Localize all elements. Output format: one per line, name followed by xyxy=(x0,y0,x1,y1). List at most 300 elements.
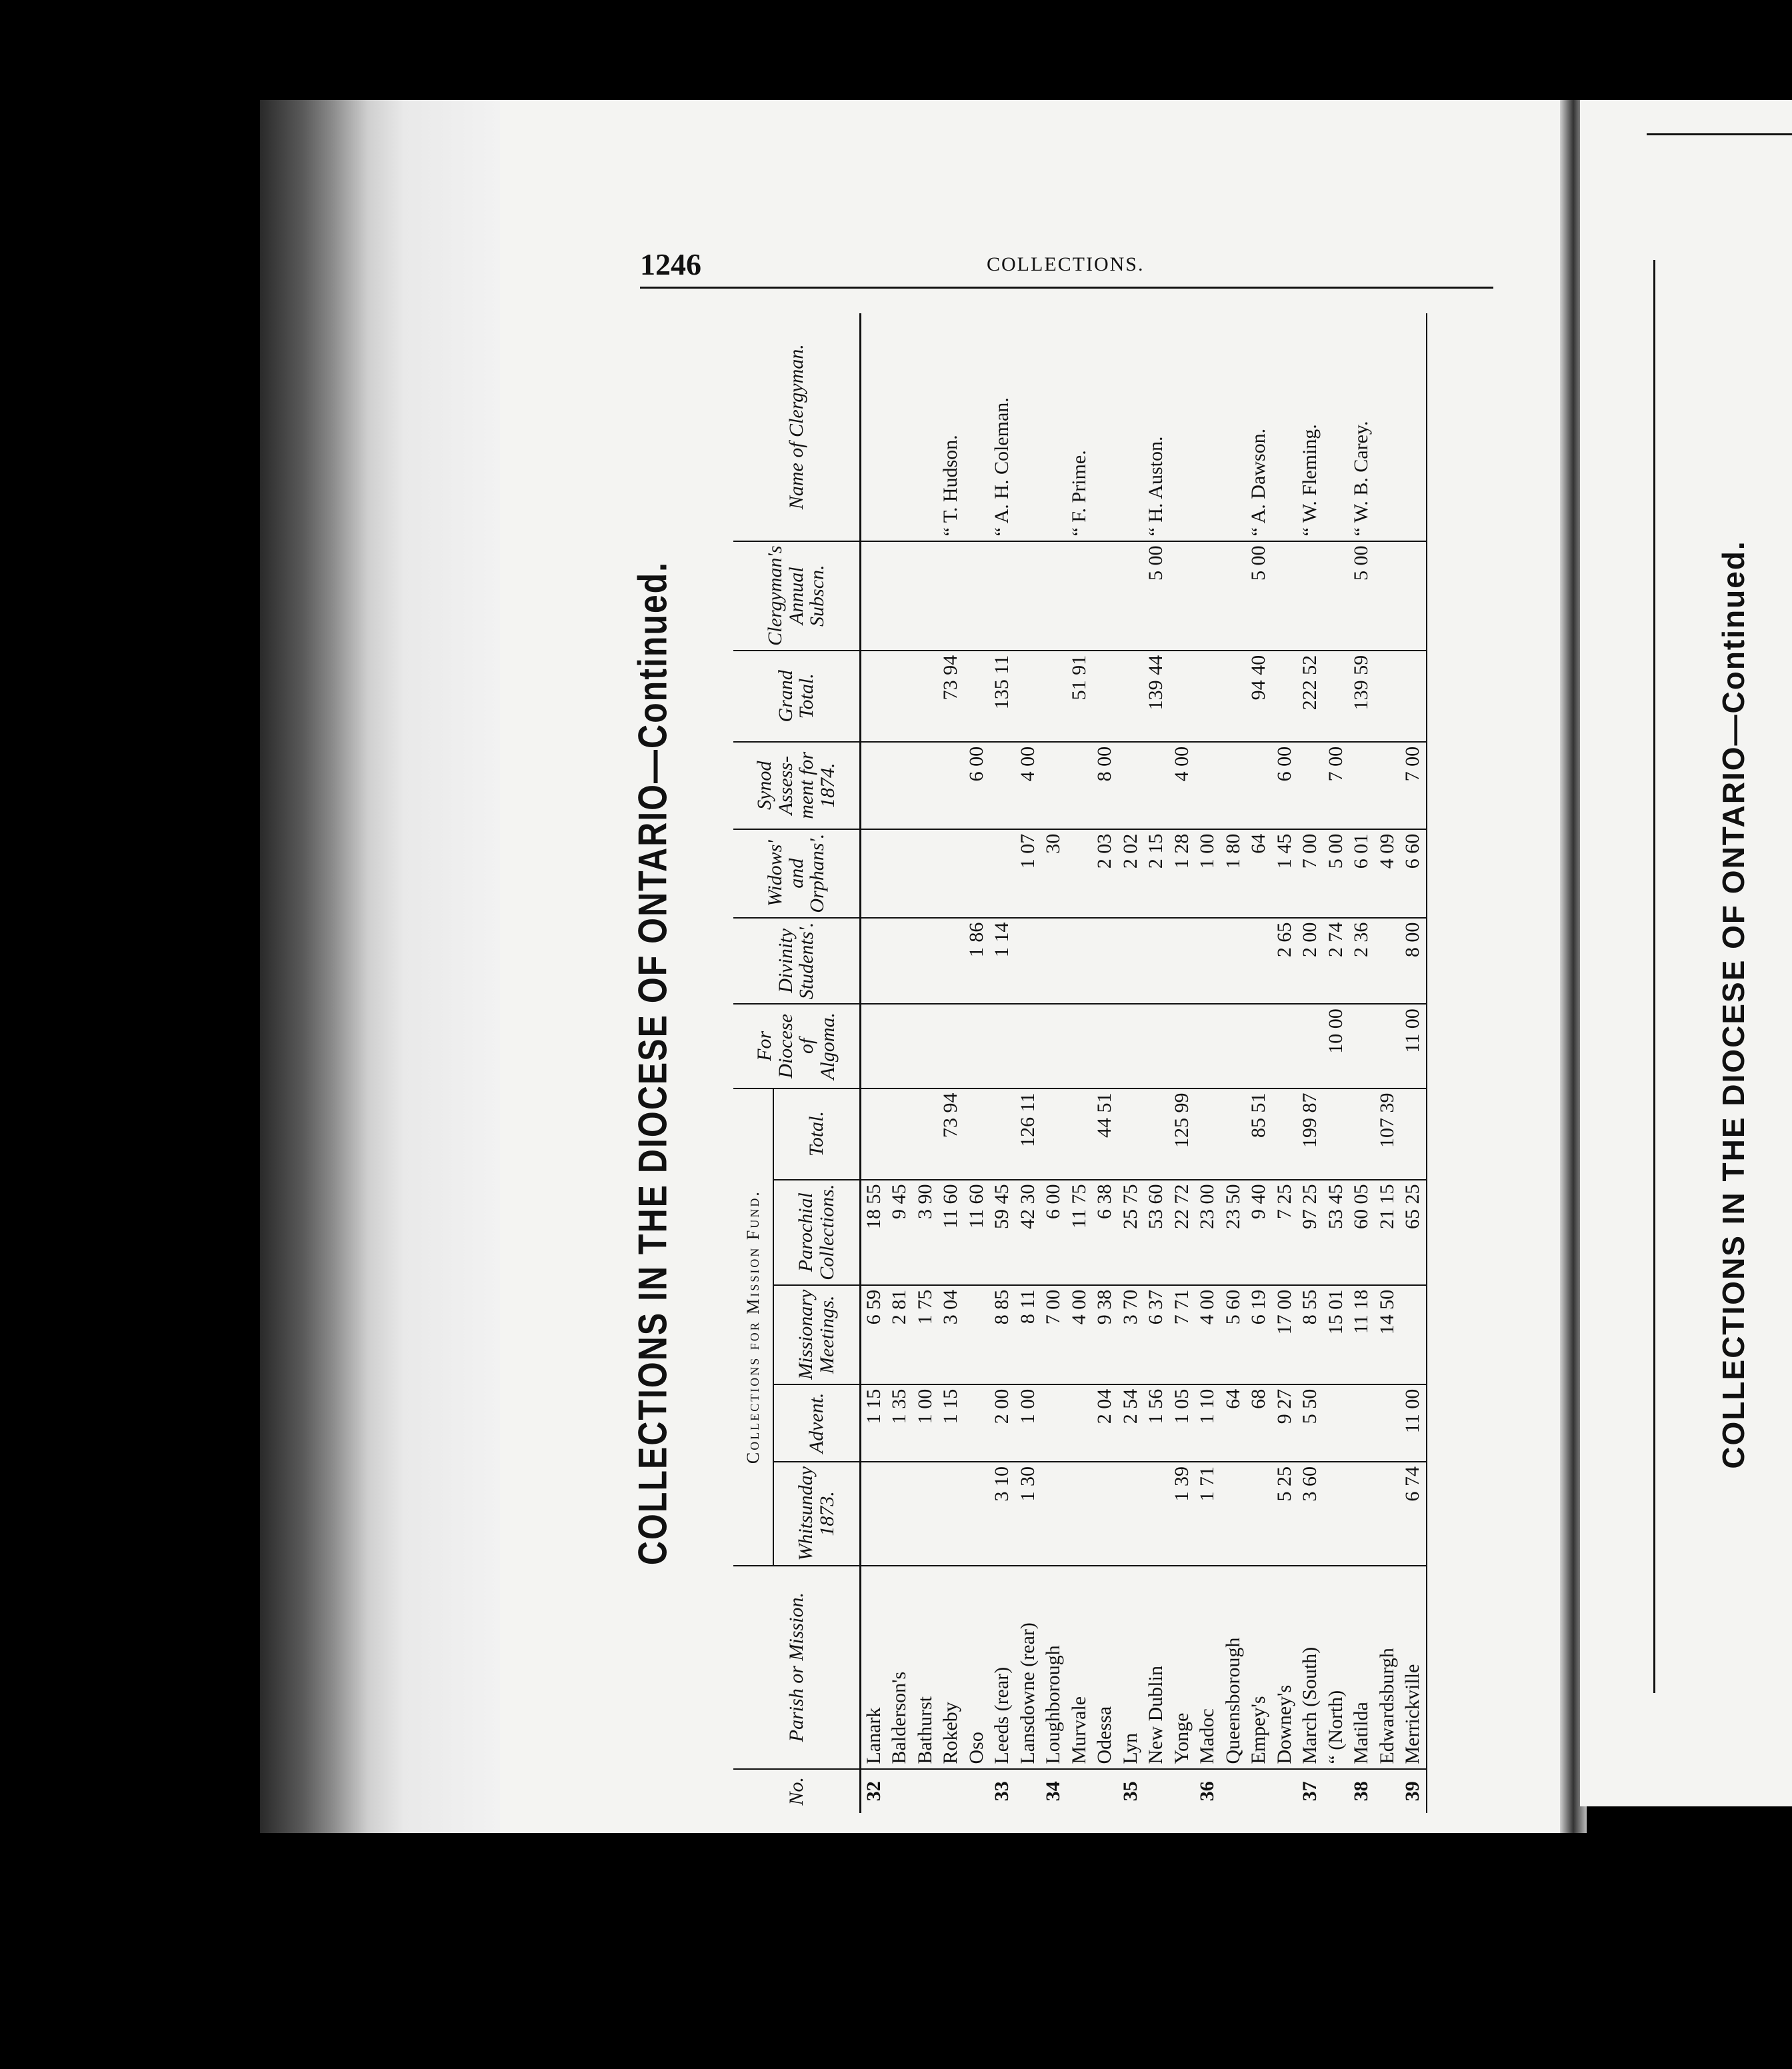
cell-whit xyxy=(1323,1462,1349,1566)
cell-whit: 3 60 xyxy=(1297,1462,1323,1566)
table-row xyxy=(1118,313,1144,1813)
cell-total: 126 11 xyxy=(1015,1088,1041,1180)
cell-no xyxy=(938,1769,964,1813)
cell-synod xyxy=(1221,742,1247,829)
cell-div xyxy=(1143,918,1169,1005)
cell-synod xyxy=(1143,742,1169,829)
cell-miss: 7 71 xyxy=(1169,1285,1195,1384)
cell-grand xyxy=(1169,651,1195,742)
cell-sub: 5 00 xyxy=(1349,541,1375,651)
cell-div xyxy=(1375,918,1401,1005)
cell-parish: Odessa xyxy=(1092,1566,1118,1769)
cell-no: 35 xyxy=(1119,1781,1141,1802)
cell-synod xyxy=(1246,742,1272,829)
cell-synod xyxy=(913,742,939,829)
cell-div xyxy=(913,918,939,1005)
cell-wid: 30 xyxy=(1041,829,1067,918)
cell-sub xyxy=(860,541,887,651)
cell-no xyxy=(1092,1769,1118,1813)
cell-paro: 42 30 xyxy=(1015,1180,1041,1285)
cell-advent xyxy=(1041,1384,1067,1462)
cell-no xyxy=(1067,1769,1093,1813)
collections-table xyxy=(733,313,1427,1813)
cell-sub xyxy=(1272,541,1298,651)
cell-sub xyxy=(887,541,913,651)
cell-advent: 1 35 xyxy=(887,1384,913,1462)
cell-sub xyxy=(1323,541,1349,651)
cell-algoma xyxy=(1221,1004,1247,1088)
cell-no xyxy=(1375,1769,1401,1813)
cell-synod xyxy=(1195,742,1221,829)
cell-clergy xyxy=(1400,313,1427,541)
cell-parish: Leeds (rear) xyxy=(989,1566,1015,1769)
cell-synod: 6 00 xyxy=(1272,742,1298,829)
cell-miss: 4 00 xyxy=(1067,1285,1093,1384)
cell-clergy xyxy=(887,313,913,541)
cell-miss: 11 18 xyxy=(1349,1285,1375,1384)
table-row xyxy=(1375,313,1401,1813)
cell-grand xyxy=(1041,651,1067,742)
cell-clergy: “ W. B. Carey. xyxy=(1349,313,1375,541)
cell-div: 8 00 xyxy=(1400,918,1427,1005)
table-body xyxy=(860,313,1427,1813)
cell-grand: 139 59 xyxy=(1349,651,1375,742)
col-header-no: No. xyxy=(733,1769,860,1813)
cell-synod: 6 00 xyxy=(964,742,990,829)
cell-grand: 135 11 xyxy=(989,651,1015,742)
cell-algoma xyxy=(1092,1004,1118,1088)
cell-algoma xyxy=(860,1004,887,1088)
running-head: COLLECTIONS. xyxy=(987,253,1145,275)
cell-whit xyxy=(1143,1462,1169,1566)
cell-clergy xyxy=(1015,313,1041,541)
cell-advent xyxy=(1375,1384,1401,1462)
cell-div: 2 00 xyxy=(1297,918,1323,1005)
cell-algoma: 11 00 xyxy=(1400,1004,1427,1088)
cell-sub xyxy=(1067,541,1093,651)
cell-parish: Empey's xyxy=(1246,1566,1272,1769)
cell-miss xyxy=(1400,1285,1427,1384)
cell-wid xyxy=(964,829,990,918)
cell-sub xyxy=(1400,541,1427,651)
cell-total xyxy=(989,1088,1015,1180)
cell-sub xyxy=(1118,541,1144,651)
cell-synod: 8 00 xyxy=(1092,742,1118,829)
right-page-top-rule xyxy=(1647,133,1792,135)
table-row xyxy=(1400,313,1427,1813)
cell-advent: 1 00 xyxy=(913,1384,939,1462)
cell-parish: March (South) xyxy=(1297,1566,1323,1769)
cell-parish: Lanark xyxy=(860,1566,887,1769)
cell-algoma xyxy=(1195,1004,1221,1088)
cell-grand xyxy=(913,651,939,742)
cell-paro: 6 00 xyxy=(1041,1180,1067,1285)
cell-total: 107 39 xyxy=(1375,1088,1401,1180)
cell-miss: 14 50 xyxy=(1375,1285,1401,1384)
cell-paro: 97 25 xyxy=(1297,1180,1323,1285)
cell-miss: 6 37 xyxy=(1143,1285,1169,1384)
cell-grand: 94 40 xyxy=(1246,651,1272,742)
cell-parish: Oso xyxy=(964,1566,990,1769)
cell-paro: 11 60 xyxy=(938,1180,964,1285)
cell-no xyxy=(1246,1769,1272,1813)
cell-whit: 1 71 xyxy=(1195,1462,1221,1566)
cell-wid xyxy=(938,829,964,918)
cell-sub xyxy=(1221,541,1247,651)
cell-sub xyxy=(989,541,1015,651)
cell-no xyxy=(1169,1769,1195,1813)
cell-clergy xyxy=(1118,313,1144,541)
table-row xyxy=(1323,313,1349,1813)
cell-grand xyxy=(1375,651,1401,742)
cell-sub xyxy=(1169,541,1195,651)
cell-algoma xyxy=(1246,1004,1272,1088)
table-row xyxy=(1297,313,1323,1813)
cell-wid: 4 09 xyxy=(1375,829,1401,918)
cell-div xyxy=(860,918,887,1005)
cell-advent: 1 15 xyxy=(938,1384,964,1462)
cell-wid: 7 00 xyxy=(1297,829,1323,918)
col-header-total: Total. xyxy=(773,1088,860,1180)
cell-paro: 7 25 xyxy=(1272,1180,1298,1285)
cell-clergy xyxy=(1323,313,1349,541)
cell-clergy: “ F. Prime. xyxy=(1067,313,1093,541)
cell-advent xyxy=(1323,1384,1349,1462)
cell-grand xyxy=(964,651,990,742)
cell-algoma xyxy=(1118,1004,1144,1088)
cell-whit xyxy=(1246,1462,1272,1566)
cell-advent xyxy=(964,1384,990,1462)
cell-total xyxy=(860,1088,887,1180)
cell-sub xyxy=(1297,541,1323,651)
cell-clergy xyxy=(1169,313,1195,541)
cell-total xyxy=(1400,1088,1427,1180)
cell-parish: Lansdowne (rear) xyxy=(1015,1566,1041,1769)
cell-wid xyxy=(860,829,887,918)
cell-div xyxy=(938,918,964,1005)
cell-advent: 9 27 xyxy=(1272,1384,1298,1462)
table-row xyxy=(860,313,887,1813)
cell-whit xyxy=(1041,1462,1067,1566)
cell-algoma xyxy=(887,1004,913,1088)
col-header-advent: Advent. xyxy=(773,1384,860,1462)
cell-advent: 11 00 xyxy=(1400,1384,1427,1462)
cell-grand xyxy=(1195,651,1221,742)
cell-total xyxy=(913,1088,939,1180)
cell-algoma xyxy=(1375,1004,1401,1088)
cell-wid: 6 60 xyxy=(1400,829,1427,918)
col-header-clergy-subscn: Clergyman's Annual Subscn. xyxy=(733,541,860,651)
col-header-missionary: Missionary Meetings. xyxy=(773,1285,860,1384)
right-page-title: COLLECTIONS IN THE DIOCESE OF ONTARIO—Continued. xyxy=(1716,540,1751,1469)
cell-advent: 2 04 xyxy=(1092,1384,1118,1462)
cell-grand xyxy=(1015,651,1041,742)
cell-paro: 23 00 xyxy=(1195,1180,1221,1285)
cell-total xyxy=(1041,1088,1067,1180)
cell-no xyxy=(1272,1769,1298,1813)
cell-wid: 6 01 xyxy=(1349,829,1375,918)
cell-sub xyxy=(938,541,964,651)
cell-total xyxy=(1323,1088,1349,1180)
cell-wid xyxy=(989,829,1015,918)
cell-algoma xyxy=(1143,1004,1169,1088)
cell-total xyxy=(887,1088,913,1180)
cell-miss: 8 11 xyxy=(1015,1285,1041,1384)
cell-sub: 5 00 xyxy=(1143,541,1169,651)
cell-clergy xyxy=(860,313,887,541)
cell-parish: Edwardsburgh xyxy=(1375,1566,1401,1769)
cell-paro: 25 75 xyxy=(1118,1180,1144,1285)
cell-advent: 1 56 xyxy=(1143,1384,1169,1462)
col-header-grand-total: Grand Total. xyxy=(733,651,860,742)
cell-paro: 65 25 xyxy=(1400,1180,1427,1285)
cell-algoma xyxy=(1272,1004,1298,1088)
cell-parish: Loughborough xyxy=(1041,1566,1067,1769)
cell-sub: 5 00 xyxy=(1246,541,1272,651)
cell-synod xyxy=(938,742,964,829)
table-row xyxy=(1067,313,1093,1813)
cell-total xyxy=(1195,1088,1221,1180)
cell-paro: 3 90 xyxy=(913,1180,939,1285)
cell-wid: 64 xyxy=(1246,829,1272,918)
cell-parish: Lyn xyxy=(1118,1566,1144,1769)
table-row xyxy=(1246,313,1272,1813)
cell-algoma xyxy=(1067,1004,1093,1088)
cell-total xyxy=(1272,1088,1298,1180)
col-header-algoma: For Diocese of Algoma. xyxy=(733,1004,860,1088)
cell-advent xyxy=(1067,1384,1093,1462)
cell-algoma xyxy=(964,1004,990,1088)
cell-miss: 7 00 xyxy=(1041,1285,1067,1384)
cell-miss: 4 00 xyxy=(1195,1285,1221,1384)
cell-whit xyxy=(1092,1462,1118,1566)
cell-clergy xyxy=(913,313,939,541)
cell-whit xyxy=(964,1462,990,1566)
cell-algoma xyxy=(1349,1004,1375,1088)
cell-paro: 21 15 xyxy=(1375,1180,1401,1285)
cell-whit xyxy=(1118,1462,1144,1566)
cell-total: 85 51 xyxy=(1246,1088,1272,1180)
cell-parish: Merrickville xyxy=(1400,1566,1427,1769)
cell-wid: 1 45 xyxy=(1272,829,1298,918)
rotated-table-block xyxy=(630,313,1507,1813)
col-header-parish: Parish or Mission. xyxy=(733,1566,860,1769)
cell-miss: 3 70 xyxy=(1118,1285,1144,1384)
table-row xyxy=(938,313,964,1813)
cell-algoma xyxy=(1169,1004,1195,1088)
cell-miss: 8 55 xyxy=(1297,1285,1323,1384)
cell-whit: 1 39 xyxy=(1169,1462,1195,1566)
cell-total xyxy=(1221,1088,1247,1180)
cell-wid xyxy=(887,829,913,918)
cell-algoma: 10 00 xyxy=(1323,1004,1349,1088)
cell-total xyxy=(1349,1088,1375,1180)
cell-total: 44 51 xyxy=(1092,1088,1118,1180)
cell-sub xyxy=(1375,541,1401,651)
cell-no xyxy=(1015,1769,1041,1813)
cell-paro: 9 40 xyxy=(1246,1180,1272,1285)
cell-whit xyxy=(913,1462,939,1566)
cell-parish: Murvale xyxy=(1067,1566,1093,1769)
cell-no xyxy=(887,1769,913,1813)
cell-paro: 11 60 xyxy=(964,1180,990,1285)
cell-sub xyxy=(1195,541,1221,651)
cell-parish: Queensborough xyxy=(1221,1566,1247,1769)
col-header-clergyman: Name of Clergyman. xyxy=(733,313,860,541)
cell-wid xyxy=(1067,829,1093,918)
cell-grand: 222 52 xyxy=(1297,651,1323,742)
cell-synod xyxy=(989,742,1015,829)
cell-advent: 5 50 xyxy=(1297,1384,1323,1462)
cell-synod xyxy=(1349,742,1375,829)
table-row xyxy=(1015,313,1041,1813)
cell-algoma xyxy=(1041,1004,1067,1088)
cell-clergy xyxy=(1375,313,1401,541)
table-title: COLLECTIONS IN THE DIOCESE OF ONTARIO—Continued. xyxy=(630,561,675,1566)
cell-no: 34 xyxy=(1042,1781,1064,1802)
table-row xyxy=(913,313,939,1813)
cell-miss: 6 59 xyxy=(860,1285,887,1384)
cell-parish: Downey's xyxy=(1272,1566,1298,1769)
cell-whit xyxy=(938,1462,964,1566)
cell-parish: Yonge xyxy=(1169,1566,1195,1769)
cell-whit xyxy=(1349,1462,1375,1566)
cell-advent xyxy=(1349,1384,1375,1462)
cell-miss: 9 38 xyxy=(1092,1285,1118,1384)
cell-div: 1 86 xyxy=(964,918,990,1005)
col-header-divinity: Divinity Students'. xyxy=(733,918,860,1005)
cell-algoma xyxy=(989,1004,1015,1088)
page-header xyxy=(640,247,1493,289)
cell-div xyxy=(1195,918,1221,1005)
cell-clergy: “ A. Dawson. xyxy=(1246,313,1272,541)
cell-div: 2 74 xyxy=(1323,918,1349,1005)
cell-whit: 3 10 xyxy=(989,1462,1015,1566)
cell-no: 38 xyxy=(1350,1781,1372,1802)
cell-total: 199 87 xyxy=(1297,1088,1323,1180)
cell-no: 37 xyxy=(1299,1781,1321,1802)
cell-div xyxy=(1246,918,1272,1005)
cell-wid: 1 28 xyxy=(1169,829,1195,918)
cell-whit: 1 30 xyxy=(1015,1462,1041,1566)
cell-advent: 68 xyxy=(1246,1384,1272,1462)
cell-miss: 3 04 xyxy=(938,1285,964,1384)
cell-advent: 2 54 xyxy=(1118,1384,1144,1462)
cell-miss: 2 81 xyxy=(887,1285,913,1384)
cell-paro: 60 05 xyxy=(1349,1180,1375,1285)
cell-algoma xyxy=(913,1004,939,1088)
cell-synod xyxy=(1375,742,1401,829)
cell-wid: 1 00 xyxy=(1195,829,1221,918)
cell-wid: 2 02 xyxy=(1118,829,1144,918)
cell-div xyxy=(1169,918,1195,1005)
cell-parish: Rokeby xyxy=(938,1566,964,1769)
cell-grand xyxy=(1221,651,1247,742)
page-number: 1246 xyxy=(640,247,701,281)
cell-paro: 23 50 xyxy=(1221,1180,1247,1285)
table-row xyxy=(1272,313,1298,1813)
cell-wid xyxy=(913,829,939,918)
cell-div xyxy=(1092,918,1118,1005)
cell-sub xyxy=(913,541,939,651)
cell-paro: 53 45 xyxy=(1323,1180,1349,1285)
cell-clergy: “ H. Auston. xyxy=(1143,313,1169,541)
cell-no: 32 xyxy=(862,1781,885,1802)
cell-advent: 2 00 xyxy=(989,1384,1015,1462)
cell-parish: Matilda xyxy=(1349,1566,1375,1769)
cell-wid: 2 03 xyxy=(1092,829,1118,918)
cell-synod xyxy=(1041,742,1067,829)
page-edges xyxy=(260,100,500,1833)
cell-grand: 73 94 xyxy=(938,651,964,742)
cell-wid: 1 07 xyxy=(1015,829,1041,918)
cell-miss: 8 85 xyxy=(989,1285,1015,1384)
col-header-whitsunday: Whitsunday 1873. xyxy=(773,1462,860,1566)
cell-clergy xyxy=(1041,313,1067,541)
col-header-widows: Widows' and Orphans'. xyxy=(733,829,860,918)
cell-div: 2 36 xyxy=(1349,918,1375,1005)
cell-parish: “ (North) xyxy=(1323,1566,1349,1769)
cell-grand xyxy=(887,651,913,742)
cell-paro: 6 38 xyxy=(1092,1180,1118,1285)
cell-div: 1 14 xyxy=(989,918,1015,1005)
right-page-table-rule xyxy=(1653,260,1655,1693)
cell-div xyxy=(1015,918,1041,1005)
cell-total xyxy=(1118,1088,1144,1180)
cell-no xyxy=(1323,1769,1349,1813)
cell-grand: 51 91 xyxy=(1067,651,1093,742)
cell-advent: 1 05 xyxy=(1169,1384,1195,1462)
cell-div xyxy=(1041,918,1067,1005)
cell-clergy: “ A. H. Coleman. xyxy=(989,313,1015,541)
cell-paro: 22 72 xyxy=(1169,1180,1195,1285)
cell-clergy xyxy=(1092,313,1118,541)
cell-clergy xyxy=(964,313,990,541)
cell-no xyxy=(1143,1769,1169,1813)
cell-algoma xyxy=(938,1004,964,1088)
table-row xyxy=(887,313,913,1813)
cell-sub xyxy=(964,541,990,651)
cell-sub xyxy=(1092,541,1118,651)
cell-no xyxy=(913,1769,939,1813)
cell-advent: 1 10 xyxy=(1195,1384,1221,1462)
cell-grand: 139 44 xyxy=(1143,651,1169,742)
cell-total xyxy=(964,1088,990,1180)
cell-synod: 7 00 xyxy=(1323,742,1349,829)
cell-grand xyxy=(1092,651,1118,742)
cell-clergy xyxy=(1221,313,1247,541)
cell-no: 36 xyxy=(1196,1781,1218,1802)
cell-wid: 1 80 xyxy=(1221,829,1247,918)
cell-miss: 15 01 xyxy=(1323,1285,1349,1384)
cell-wid: 2 15 xyxy=(1143,829,1169,918)
cell-synod xyxy=(860,742,887,829)
cell-grand xyxy=(1272,651,1298,742)
table-row xyxy=(989,313,1015,1813)
cell-synod xyxy=(1118,742,1144,829)
cell-miss: 6 19 xyxy=(1246,1285,1272,1384)
cell-no: 33 xyxy=(991,1781,1013,1802)
cell-total xyxy=(1067,1088,1093,1180)
cell-div: 2 65 xyxy=(1272,918,1298,1005)
cell-total: 125 99 xyxy=(1169,1088,1195,1180)
cell-synod xyxy=(887,742,913,829)
cell-grand xyxy=(860,651,887,742)
cell-total: 73 94 xyxy=(938,1088,964,1180)
col-header-synod: Synod Assess-ment for 1874. xyxy=(733,742,860,829)
cell-synod: 7 00 xyxy=(1400,742,1427,829)
cell-paro: 11 75 xyxy=(1067,1180,1093,1285)
